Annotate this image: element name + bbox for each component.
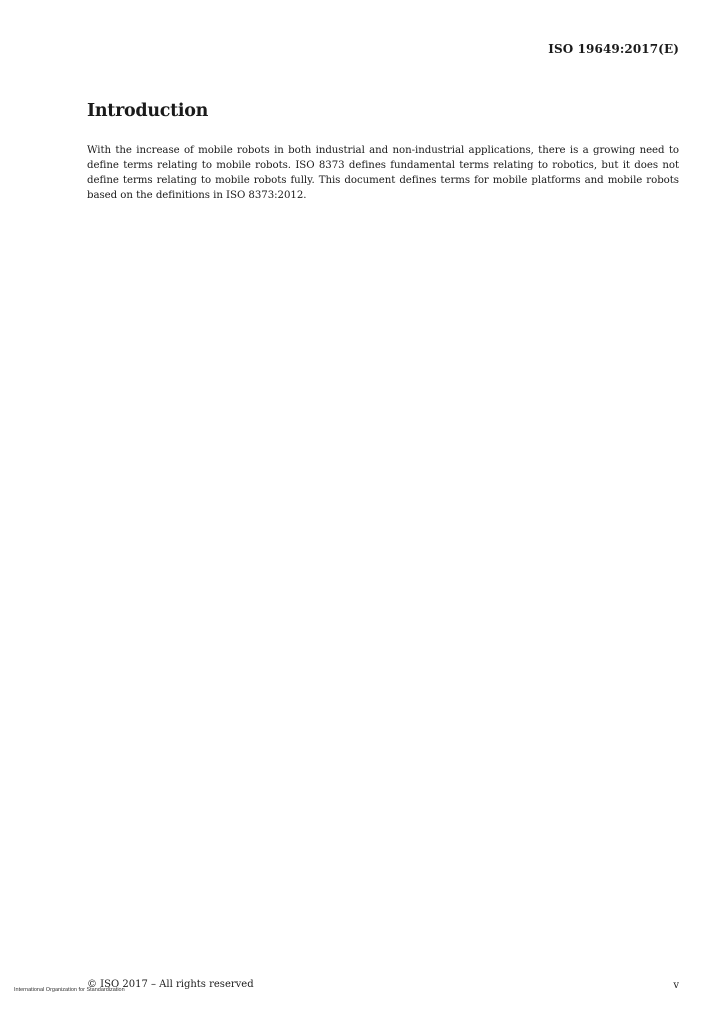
copyright-notice: © ISO 2017 – All rights reserved [87,979,254,990]
page-number: v [673,980,679,991]
introduction-paragraph: With the increase of mobile robots in both industrial and non-industrial applications, there is a growing need to define terms relating to mobile robots. ISO 8373 defines fundamental terms relating to robotics, but it does not define terms relating to mobile robots fully. This document defines terms for mobile platforms and mobile robots based on the definitions in ISO 8373:2012. [87,145,679,201]
section-heading: Introduction [87,101,209,121]
document-code: ISO 19649:2017(E) [548,42,679,56]
publisher-watermark: International Organization for Standardization [14,987,125,993]
